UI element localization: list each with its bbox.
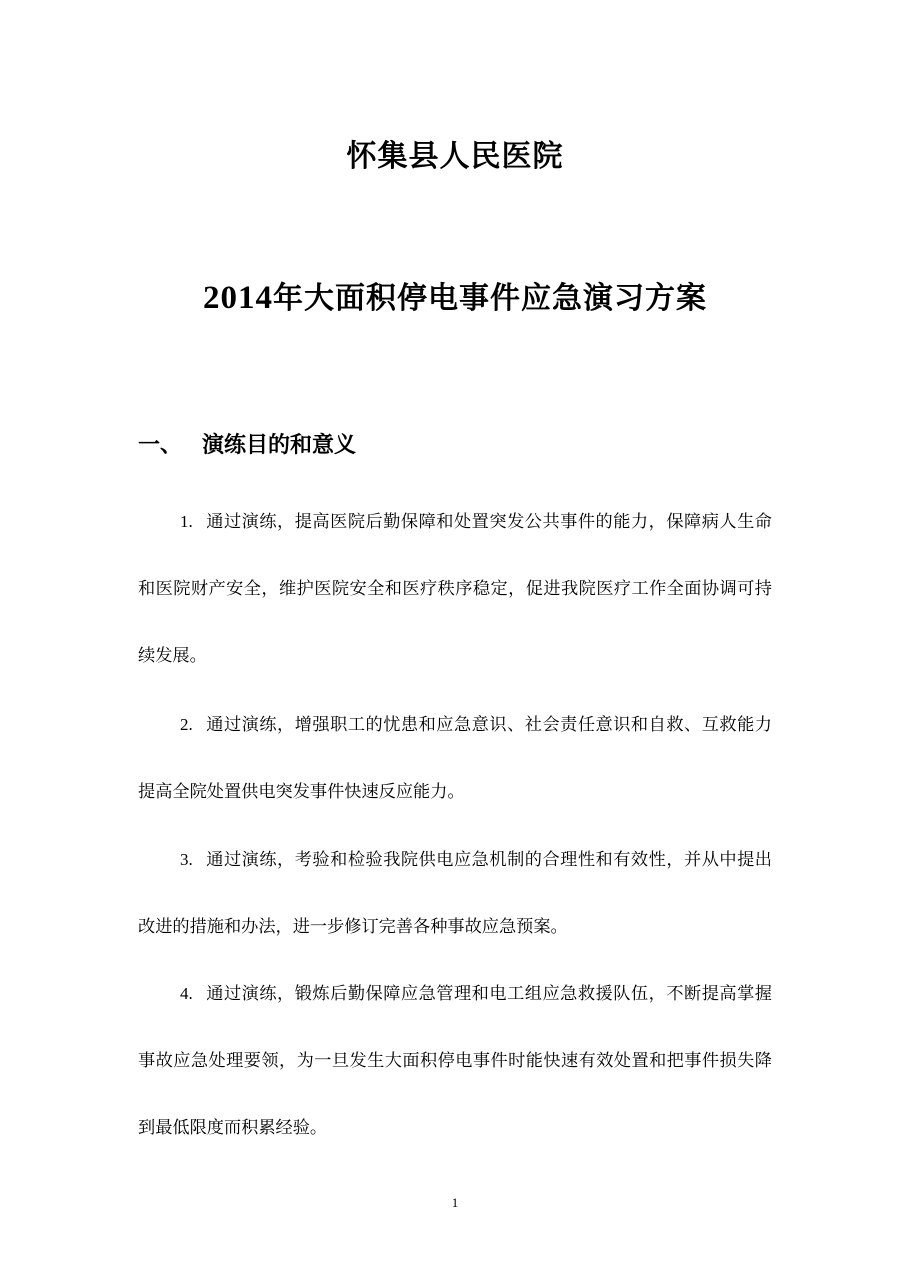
paragraph-number: 1.: [180, 512, 193, 531]
section-marker: 一、: [138, 433, 183, 458]
paragraph-3: [138, 826, 772, 961]
paragraph-text: 通过演练，锻炼后勤保障应急管理和电工组应急救援队伍，不断提高掌握事故应急处理要领，为一旦发生大面积停电事件时能快速有效处置和把事件损失降到最低限度而积累经验。: [138, 984, 772, 1138]
page-number: 1: [451, 1195, 459, 1210]
paragraph-text: 通过演练，提高医院后勤保障和处置突发公共事件的能力，保障病人生命和医院财产安全，维护医院安全和医疗秩序稳定，促进我院医疗工作全面协调可持续发展。: [138, 512, 772, 666]
paragraph-number: 3.: [180, 850, 193, 869]
paragraph-4: [138, 960, 772, 1162]
paragraph-number: 4.: [180, 984, 193, 1003]
paragraph-2: [138, 691, 772, 826]
subtitle-text: 年大面积停电事件应急演习方案: [273, 281, 707, 316]
paragraph-1: [138, 488, 772, 690]
subtitle-year: 2014: [203, 280, 273, 316]
paragraph-number: 2.: [180, 715, 193, 734]
section-heading: [138, 430, 356, 462]
section-heading-text: 演练目的和意义: [202, 433, 357, 458]
document-subtitle: [0, 278, 910, 319]
document-title: 怀集县人民医院: [346, 139, 564, 174]
paragraph-text: 通过演练，考验和检验我院供电应急机制的合理性和有效性，并从中提出改进的措施和办法，进一步修订完善各种事故应急预案。: [138, 850, 772, 937]
paragraph-text: 通过演练，增强职工的忧患和应急意识、社会责任意识和自救、互救能力提高全院处置供电突发事件快速反应能力。: [138, 715, 772, 802]
